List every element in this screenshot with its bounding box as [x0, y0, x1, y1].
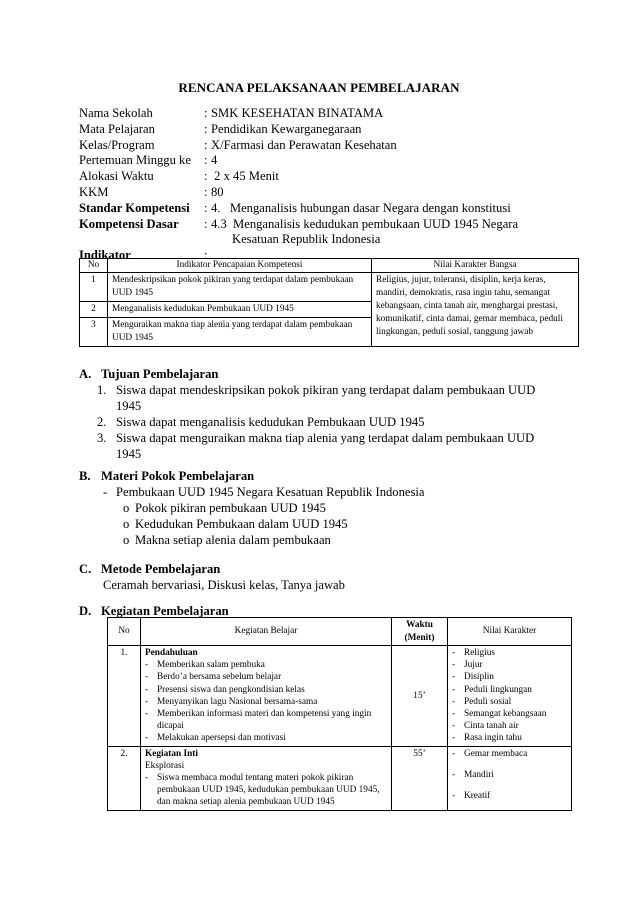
- list-text: Mandiri: [464, 769, 494, 780]
- character-cell: [448, 646, 572, 747]
- list-text: Kedudukan Pembukaan dalam UUD 1945: [135, 517, 348, 531]
- list-item: [145, 772, 387, 809]
- list-text: Melakukan apersepsi dan motivasi: [157, 733, 286, 744]
- identity-value: Pendidikan Kewarganegaraan: [211, 121, 362, 136]
- dash-bullet-icon: -: [145, 773, 149, 784]
- row-number: 2.: [108, 746, 141, 810]
- list-item: [145, 671, 387, 683]
- dash-bullet-icon: -: [145, 672, 149, 683]
- dash-bullet-icon: -: [452, 648, 456, 658]
- dash-bullet-icon: -: [452, 696, 456, 707]
- dash-bullet-icon: -: [103, 485, 108, 499]
- list-item: [452, 748, 567, 760]
- section-heading: [79, 561, 559, 577]
- row-number: 1.: [108, 646, 141, 747]
- list-item: [145, 696, 387, 708]
- identity-value-continued: Kesatuan Republik Indonesia: [232, 232, 381, 247]
- list-text: Religius: [464, 648, 495, 658]
- list-text: Kreatif: [464, 791, 491, 802]
- list-text: Jujur: [464, 660, 483, 671]
- identity-label: Pertemuan Minggu ke: [79, 153, 191, 168]
- list-item: [452, 720, 567, 732]
- column-header: Nilai Karakter Bangsa: [372, 259, 579, 273]
- dash-bullet-icon: -: [145, 696, 149, 707]
- list-text: Rasa ingin tahu: [464, 733, 522, 744]
- indicator-text: Mendeskripsikan pokok pikiran yang terdapat dalam pembukaan UUD 1945: [108, 273, 372, 302]
- section-heading: [79, 468, 559, 484]
- dash-bullet-icon: -: [145, 709, 149, 720]
- indicator-text: Menganalisis kedudukan Pembukaan UUD 1945: [108, 302, 372, 318]
- section-objectives: [79, 366, 559, 462]
- identity-value: 2 x 45 Menit: [211, 169, 279, 184]
- identity-row-standard: [79, 201, 579, 217]
- sub-list-item: [79, 500, 559, 516]
- section-title: Kegiatan Pembelajaran: [101, 604, 229, 618]
- list-text: Memberikan salam pembuka: [157, 660, 265, 671]
- identity-label: Mata Pelajaran: [79, 121, 155, 136]
- list-item: [79, 430, 559, 462]
- list-text: Cinta tanah air: [464, 721, 519, 732]
- activity-heading: Pendahuluan: [145, 648, 198, 658]
- list-item: [79, 484, 559, 500]
- identity-value: 4: [211, 153, 218, 168]
- list-item: [452, 671, 567, 683]
- sub-list-item: [79, 516, 559, 532]
- section-letter: C.: [79, 562, 92, 576]
- list-text: Berdo’a bersama sebelum belajar: [157, 672, 282, 683]
- section-letter: B.: [79, 469, 91, 483]
- dash-bullet-icon: -: [452, 684, 456, 695]
- row-number: 1: [80, 273, 108, 302]
- identity-colon: :: [204, 200, 208, 215]
- identity-row-competency: [79, 217, 579, 233]
- table-header-row: [108, 618, 572, 646]
- dash-bullet-icon: -: [145, 684, 149, 695]
- identity-label: Nama Sekolah: [79, 106, 153, 120]
- list-text: Pembukaan UUD 1945 Negara Kesatuan Republik Indonesia: [116, 485, 425, 499]
- column-header: No: [80, 259, 108, 273]
- identity-colon: :: [204, 121, 208, 136]
- dash-bullet-icon: -: [452, 748, 456, 759]
- identity-row-school: [79, 106, 579, 122]
- activity-cell: [141, 646, 392, 747]
- document-title: RENCANA PELAKSANAAN PEMBELAJARAN: [178, 80, 460, 95]
- dash-bullet-icon: -: [452, 769, 456, 780]
- list-item: [79, 382, 559, 414]
- list-number: 2.: [97, 415, 107, 429]
- list-text: Pokok pikiran pembukaan UUD 1945: [135, 501, 326, 515]
- list-item: [145, 659, 387, 671]
- list-item: [145, 684, 387, 696]
- list-number: 3.: [97, 431, 107, 445]
- list-text: Peduli sosial: [464, 696, 512, 707]
- activity-subheading: Eksplorasi: [145, 760, 185, 771]
- identity-label: Kelas/Program: [79, 137, 155, 152]
- activity-heading: Kegiatan Inti: [145, 748, 198, 759]
- section-letter: A.: [79, 367, 92, 381]
- activity-cell: [141, 746, 392, 810]
- column-header: Nilai Karakter: [448, 618, 572, 646]
- dash-bullet-icon: -: [452, 733, 456, 744]
- list-number: 1.: [97, 383, 107, 397]
- section-heading: [79, 366, 559, 382]
- list-text: Menyanyikan lagu Nasional bersama-sama: [157, 696, 318, 707]
- identity-value: 80: [211, 184, 224, 199]
- list-item: [452, 659, 567, 671]
- identity-colon: :: [204, 153, 208, 168]
- list-item: [452, 696, 567, 708]
- column-header: Waktu (Menit): [392, 618, 448, 646]
- dash-bullet-icon: -: [452, 672, 456, 683]
- identity-row-competency-cont: [79, 232, 579, 248]
- identity-row-class: [79, 138, 579, 154]
- list-text: Siswa dapat menguraikan makna tiap alenia yang terdapat dalam pembukaan UUD 1945: [116, 431, 535, 461]
- identity-label: Kompetensi Dasar: [79, 216, 179, 231]
- list-text: Siswa dapat menganalisis kedudukan Pembukaan UUD 1945: [116, 415, 425, 429]
- dash-bullet-icon: -: [452, 709, 456, 720]
- identity-row-subject: [79, 122, 579, 138]
- identity-colon: :: [204, 137, 208, 152]
- identity-colon: :: [204, 184, 208, 199]
- column-header: Kegiatan Belajar: [141, 618, 392, 646]
- list-text: Presensi siswa dan pengkondisian kelas: [157, 684, 305, 695]
- indicator-text: Menguraikan makna tiap alenia yang terdapat dalam pembukaan UUD 1945: [108, 318, 372, 347]
- table-header-row: [80, 259, 579, 273]
- section-material: [79, 468, 559, 548]
- activities-table: [107, 617, 572, 811]
- dash-bullet-icon: -: [452, 791, 456, 802]
- identity-label: Indikator: [79, 248, 131, 263]
- list-item: [452, 684, 567, 696]
- list-text: Siswa dapat mendeskripsikan pokok pikiran yang terdapat dalam pembukaan UUD 1945: [116, 383, 536, 413]
- identity-colon: :: [204, 248, 208, 263]
- list-text: Gemar membaca: [464, 748, 528, 759]
- section-letter: D.: [79, 604, 92, 618]
- circle-bullet-icon: o: [123, 517, 130, 531]
- table-row: [80, 273, 579, 302]
- section-title: Metode Pembelajaran: [101, 562, 221, 576]
- row-number: 3: [80, 318, 108, 347]
- sub-list-item: [79, 532, 559, 548]
- list-text: Siswa membaca modul tentang materi pokok pikiran pembukaan UUD 1945, kedudukan pembukaan UUD 1945, dan makna setiap alenia pembukaan UUD 1945: [157, 773, 380, 808]
- dash-bullet-icon: -: [452, 660, 456, 671]
- table-row: [108, 746, 572, 810]
- section-title: Materi Pokok Pembelajaran: [101, 469, 255, 483]
- list-item: [145, 708, 387, 732]
- list-item: [79, 414, 559, 430]
- identity-colon: :: [204, 169, 208, 184]
- row-number: 2: [80, 302, 108, 318]
- list-text: Makna setiap alenia dalam pembukaan: [135, 533, 331, 547]
- list-item: [145, 732, 387, 744]
- indicator-table: [79, 258, 579, 347]
- duration-cell: 55’: [392, 746, 448, 810]
- identity-value: 4.3 Menganalisis kedudukan pembukaan UUD 1945 Negara: [211, 216, 519, 231]
- dash-bullet-icon: -: [145, 660, 149, 671]
- character-cell: [448, 746, 572, 810]
- list-item: [452, 769, 567, 781]
- list-text: Peduli lingkungan: [464, 684, 532, 695]
- section-method: [79, 561, 559, 593]
- identity-block: [79, 106, 579, 264]
- identity-row-kkm: [79, 185, 579, 201]
- identity-colon: :: [204, 216, 208, 231]
- identity-colon: :: [204, 106, 208, 120]
- dash-bullet-icon: -: [452, 721, 456, 732]
- character-values: Religius, jujur, toleransi, disiplin, kerja keras, mandiri, demokratis, rasa ingin tahu, semangat kebangsaan, cinta tanah air, menghargai prestasi, komunikatif, cinta damai, gemar membaca, peduli lingkungan, peduli sosial, tanggung jawab: [372, 273, 579, 347]
- column-header: No: [108, 618, 141, 646]
- circle-bullet-icon: o: [123, 533, 130, 547]
- column-header: Indikator Pencapaian Kompetensi: [108, 259, 372, 273]
- identity-row-time: [79, 169, 579, 185]
- identity-row-week: [79, 153, 579, 169]
- section-title: Tujuan Pembelajaran: [101, 367, 219, 381]
- list-item: [452, 732, 567, 744]
- list-text: Memberikan informasi materi dan kompetensi yang ingin dicapai: [157, 709, 372, 732]
- identity-value: 4. Menganalisis hubungan dasar Negara dengan konstitusi: [211, 200, 511, 215]
- identity-label: Standar Kompetensi: [79, 200, 190, 215]
- list-text: Semangat kebangsaan: [464, 709, 547, 720]
- dash-bullet-icon: -: [145, 733, 149, 744]
- identity-value: SMK KESEHATAN BINATAMA: [211, 106, 384, 120]
- circle-bullet-icon: o: [123, 501, 130, 515]
- method-text: Ceramah bervariasi, Diskusi kelas, Tanya jawab: [103, 578, 345, 592]
- identity-label: KKM: [79, 184, 109, 199]
- identity-label: Alokasi Waktu: [79, 169, 154, 184]
- list-item: [452, 790, 567, 802]
- list-text: Disiplin: [464, 672, 494, 683]
- duration-cell: 15’: [392, 646, 448, 747]
- identity-value: X/Farmasi dan Perawatan Kesehatan: [211, 137, 397, 152]
- list-item: [452, 708, 567, 720]
- table-row: [108, 646, 572, 747]
- list-item: [452, 647, 567, 659]
